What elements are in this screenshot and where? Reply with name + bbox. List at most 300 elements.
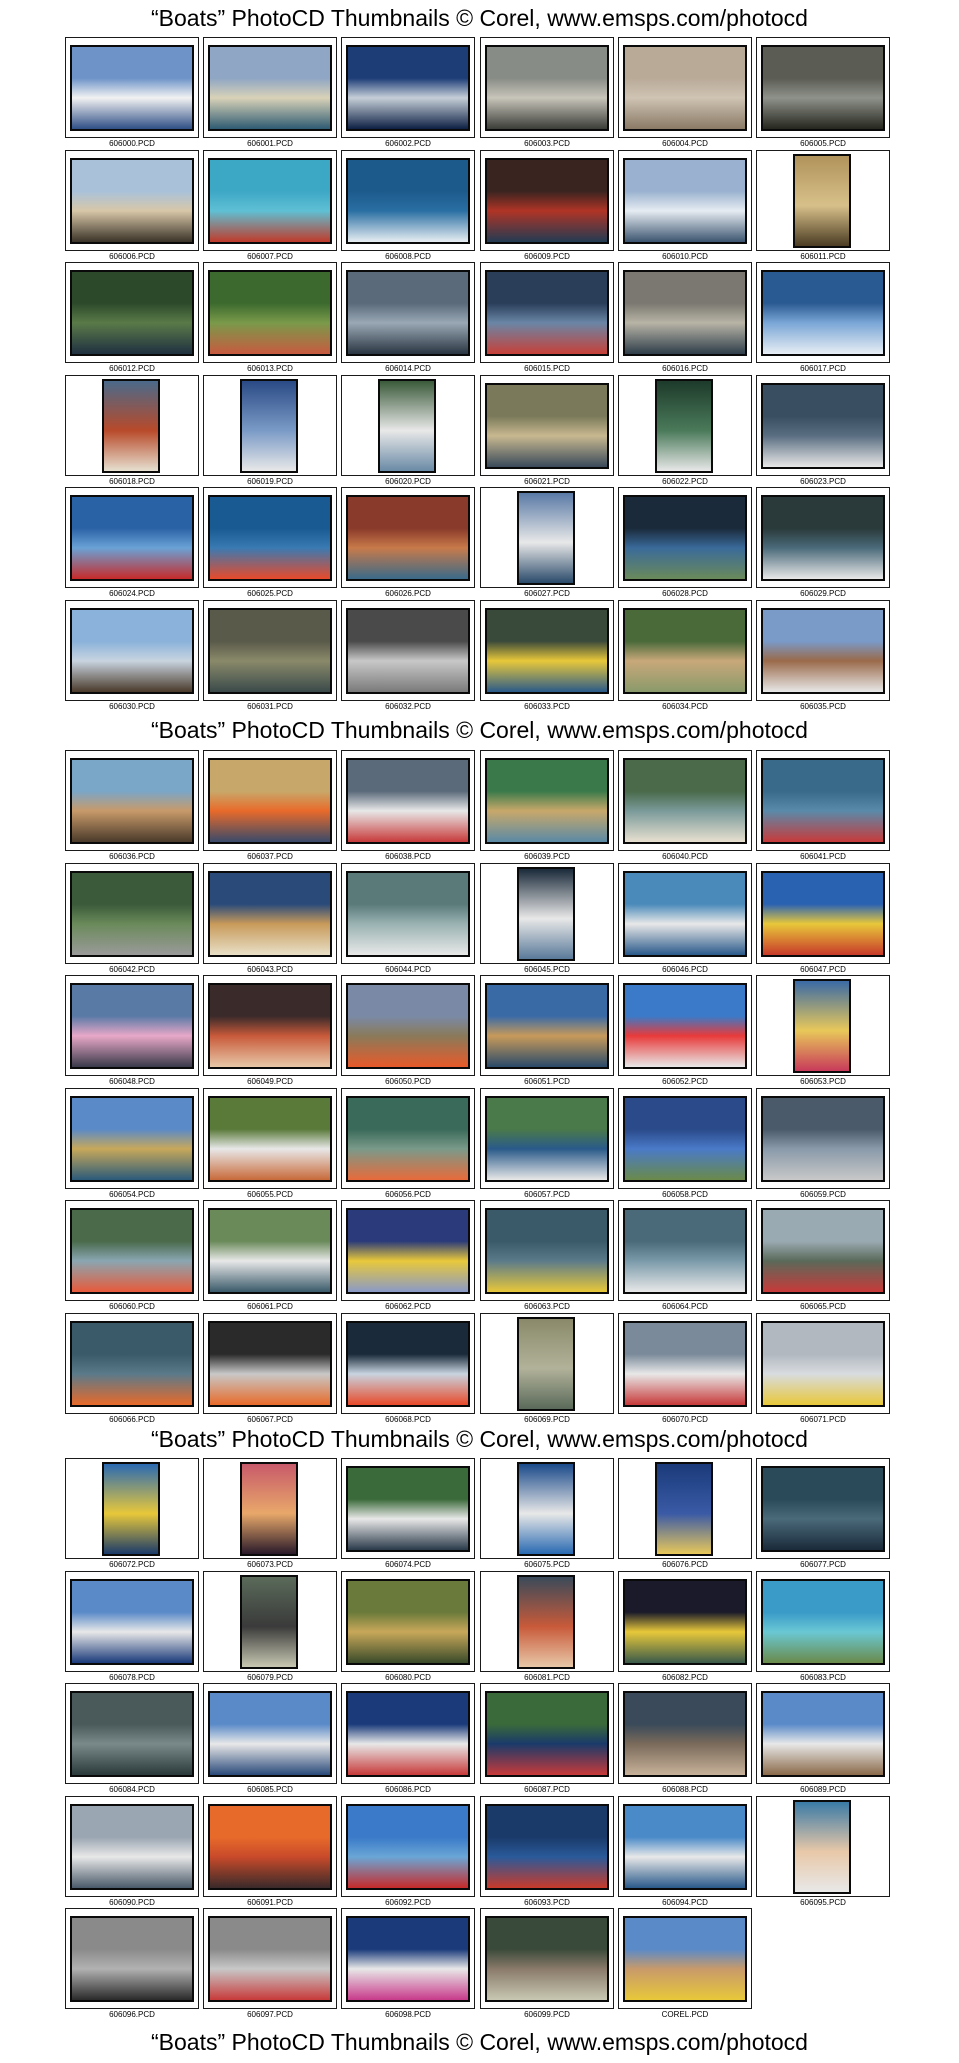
boat-photo-thumbnail[interactable] <box>485 983 609 1069</box>
thumbnail-cell[interactable] <box>618 1796 752 1910</box>
thumbnail-cell[interactable] <box>756 863 890 977</box>
thumbnail-frame[interactable] <box>341 1458 475 1559</box>
boat-photo-thumbnail[interactable] <box>623 1096 747 1182</box>
boat-photo-thumbnail[interactable] <box>346 983 470 1069</box>
thumbnail-cell[interactable] <box>756 150 890 264</box>
thumbnail-cell[interactable] <box>203 1458 337 1572</box>
thumbnail-frame[interactable] <box>756 1088 890 1189</box>
thumbnail-frame[interactable] <box>203 1313 337 1414</box>
thumbnail-frame[interactable] <box>756 487 890 588</box>
thumbnail-cell[interactable] <box>65 600 199 714</box>
thumbnail-cell[interactable] <box>65 1796 199 1910</box>
boat-photo-thumbnail[interactable] <box>485 1208 609 1294</box>
thumbnail-cell[interactable] <box>480 1571 614 1685</box>
thumbnail-cell[interactable] <box>203 262 337 376</box>
thumbnail-cell[interactable] <box>65 1908 199 2022</box>
thumbnail-frame[interactable] <box>618 975 752 1076</box>
boat-photo-thumbnail[interactable] <box>346 758 470 844</box>
thumbnail-cell[interactable] <box>203 1683 337 1797</box>
thumbnail-cell[interactable] <box>756 1571 890 1685</box>
boat-photo-thumbnail[interactable] <box>208 270 332 356</box>
thumbnail-frame[interactable] <box>480 1571 614 1672</box>
thumbnail-frame[interactable] <box>65 1313 199 1414</box>
thumbnail-cell[interactable] <box>480 37 614 151</box>
thumbnail-frame[interactable] <box>341 600 475 701</box>
boat-photo-thumbnail[interactable] <box>70 45 194 131</box>
thumbnail-frame[interactable] <box>618 262 752 363</box>
thumbnail-cell[interactable] <box>480 1313 614 1427</box>
boat-photo-thumbnail[interactable] <box>485 1916 609 2002</box>
thumbnail-frame[interactable] <box>618 1571 752 1672</box>
boat-photo-thumbnail[interactable] <box>485 383 609 469</box>
boat-photo-thumbnail[interactable] <box>623 983 747 1069</box>
thumbnail-cell[interactable] <box>65 37 199 151</box>
boat-photo-thumbnail[interactable] <box>346 270 470 356</box>
boat-photo-thumbnail[interactable] <box>70 270 194 356</box>
thumbnail-cell[interactable] <box>65 1683 199 1797</box>
boat-photo-thumbnail[interactable] <box>378 379 436 473</box>
thumbnail-cell[interactable] <box>65 1200 199 1314</box>
boat-photo-thumbnail[interactable] <box>102 379 160 473</box>
thumbnail-cell[interactable] <box>756 1458 890 1572</box>
thumbnail-frame[interactable] <box>618 1200 752 1301</box>
boat-photo-thumbnail[interactable] <box>485 1096 609 1182</box>
thumbnail-cell[interactable] <box>756 1088 890 1202</box>
thumbnail-frame[interactable] <box>65 150 199 251</box>
boat-photo-thumbnail[interactable] <box>346 1579 470 1665</box>
boat-photo-thumbnail[interactable] <box>208 758 332 844</box>
boat-photo-thumbnail[interactable] <box>623 158 747 244</box>
boat-photo-thumbnail[interactable] <box>623 1916 747 2002</box>
boat-photo-thumbnail[interactable] <box>70 1804 194 1890</box>
thumbnail-frame[interactable] <box>341 750 475 851</box>
thumbnail-frame[interactable] <box>203 1571 337 1672</box>
boat-photo-thumbnail[interactable] <box>761 1466 885 1552</box>
thumbnail-frame[interactable] <box>480 1908 614 2009</box>
thumbnail-frame[interactable] <box>65 1908 199 2009</box>
boat-photo-thumbnail[interactable] <box>793 1800 851 1894</box>
boat-photo-thumbnail[interactable] <box>793 979 851 1073</box>
thumbnail-cell[interactable] <box>341 1796 475 1910</box>
thumbnail-frame[interactable] <box>618 863 752 964</box>
thumbnail-cell[interactable] <box>341 1313 475 1427</box>
boat-photo-thumbnail[interactable] <box>793 154 851 248</box>
boat-photo-thumbnail[interactable] <box>485 158 609 244</box>
boat-photo-thumbnail[interactable] <box>761 1321 885 1407</box>
boat-photo-thumbnail[interactable] <box>208 871 332 957</box>
boat-photo-thumbnail[interactable] <box>208 1804 332 1890</box>
boat-photo-thumbnail[interactable] <box>240 1462 298 1556</box>
thumbnail-cell[interactable] <box>65 975 199 1089</box>
thumbnail-cell[interactable] <box>618 150 752 264</box>
boat-photo-thumbnail[interactable] <box>623 871 747 957</box>
boat-photo-thumbnail[interactable] <box>70 1916 194 2002</box>
boat-photo-thumbnail[interactable] <box>346 608 470 694</box>
thumbnail-frame[interactable] <box>480 975 614 1076</box>
thumbnail-frame[interactable] <box>756 375 890 476</box>
thumbnail-frame[interactable] <box>203 1796 337 1897</box>
boat-photo-thumbnail[interactable] <box>485 608 609 694</box>
thumbnail-frame[interactable] <box>480 1200 614 1301</box>
thumbnail-cell[interactable] <box>203 375 337 489</box>
boat-photo-thumbnail[interactable] <box>70 1579 194 1665</box>
thumbnail-cell[interactable] <box>203 1908 337 2022</box>
thumbnail-frame[interactable] <box>341 150 475 251</box>
thumbnail-cell[interactable] <box>480 262 614 376</box>
boat-photo-thumbnail[interactable] <box>623 1579 747 1665</box>
boat-photo-thumbnail[interactable] <box>485 1804 609 1890</box>
boat-photo-thumbnail[interactable] <box>346 1466 470 1552</box>
thumbnail-cell[interactable] <box>618 487 752 601</box>
boat-photo-thumbnail[interactable] <box>655 379 713 473</box>
boat-photo-thumbnail[interactable] <box>761 1691 885 1777</box>
thumbnail-frame[interactable] <box>756 1796 890 1897</box>
thumbnail-frame[interactable] <box>203 1908 337 2009</box>
thumbnail-cell[interactable] <box>618 1908 752 2022</box>
thumbnail-cell[interactable] <box>203 1313 337 1427</box>
boat-photo-thumbnail[interactable] <box>623 1208 747 1294</box>
thumbnail-frame[interactable] <box>65 975 199 1076</box>
thumbnail-cell[interactable] <box>756 487 890 601</box>
boat-photo-thumbnail[interactable] <box>517 491 575 585</box>
boat-photo-thumbnail[interactable] <box>70 158 194 244</box>
thumbnail-frame[interactable] <box>341 1908 475 2009</box>
thumbnail-frame[interactable] <box>203 1200 337 1301</box>
thumbnail-frame[interactable] <box>65 1200 199 1301</box>
thumbnail-cell[interactable] <box>341 1571 475 1685</box>
thumbnail-frame[interactable] <box>756 262 890 363</box>
boat-photo-thumbnail[interactable] <box>70 1096 194 1182</box>
thumbnail-cell[interactable] <box>480 375 614 489</box>
boat-photo-thumbnail[interactable] <box>70 1208 194 1294</box>
thumbnail-cell[interactable] <box>203 750 337 864</box>
thumbnail-cell[interactable] <box>341 1088 475 1202</box>
thumbnail-cell[interactable] <box>618 750 752 864</box>
boat-photo-thumbnail[interactable] <box>102 1462 160 1556</box>
thumbnail-cell[interactable] <box>618 1200 752 1314</box>
boat-photo-thumbnail[interactable] <box>346 1916 470 2002</box>
thumbnail-frame[interactable] <box>203 150 337 251</box>
thumbnail-frame[interactable] <box>756 1313 890 1414</box>
thumbnail-frame[interactable] <box>203 975 337 1076</box>
thumbnail-frame[interactable] <box>203 1088 337 1189</box>
thumbnail-cell[interactable] <box>618 262 752 376</box>
thumbnail-cell[interactable] <box>65 487 199 601</box>
boat-photo-thumbnail[interactable] <box>70 983 194 1069</box>
boat-photo-thumbnail[interactable] <box>485 758 609 844</box>
thumbnail-frame[interactable] <box>203 375 337 476</box>
thumbnail-cell[interactable] <box>203 37 337 151</box>
thumbnail-cell[interactable] <box>65 1458 199 1572</box>
boat-photo-thumbnail[interactable] <box>761 871 885 957</box>
thumbnail-cell[interactable] <box>203 863 337 977</box>
thumbnail-cell[interactable] <box>341 262 475 376</box>
boat-photo-thumbnail[interactable] <box>761 1579 885 1665</box>
thumbnail-cell[interactable] <box>618 1313 752 1427</box>
thumbnail-frame[interactable] <box>480 1683 614 1784</box>
thumbnail-cell[interactable] <box>618 1683 752 1797</box>
thumbnail-cell[interactable] <box>65 863 199 977</box>
thumbnail-frame[interactable] <box>203 1458 337 1559</box>
thumbnail-frame[interactable] <box>341 1683 475 1784</box>
thumbnail-frame[interactable] <box>480 600 614 701</box>
thumbnail-frame[interactable] <box>618 1458 752 1559</box>
thumbnail-cell[interactable] <box>65 262 199 376</box>
thumbnail-cell[interactable] <box>756 375 890 489</box>
boat-photo-thumbnail[interactable] <box>623 495 747 581</box>
thumbnail-cell[interactable] <box>341 1908 475 2022</box>
thumbnail-frame[interactable] <box>65 262 199 363</box>
boat-photo-thumbnail[interactable] <box>485 1691 609 1777</box>
boat-photo-thumbnail[interactable] <box>485 45 609 131</box>
thumbnail-cell[interactable] <box>756 262 890 376</box>
thumbnail-cell[interactable] <box>341 150 475 264</box>
thumbnail-frame[interactable] <box>480 1458 614 1559</box>
thumbnail-frame[interactable] <box>618 750 752 851</box>
boat-photo-thumbnail[interactable] <box>517 1317 575 1411</box>
thumbnail-frame[interactable] <box>618 150 752 251</box>
boat-photo-thumbnail[interactable] <box>761 383 885 469</box>
thumbnail-frame[interactable] <box>756 863 890 964</box>
thumbnail-cell[interactable] <box>480 750 614 864</box>
boat-photo-thumbnail[interactable] <box>346 1321 470 1407</box>
boat-photo-thumbnail[interactable] <box>517 1575 575 1669</box>
boat-photo-thumbnail[interactable] <box>761 495 885 581</box>
thumbnail-cell[interactable] <box>203 975 337 1089</box>
thumbnail-frame[interactable] <box>341 1571 475 1672</box>
thumbnail-frame[interactable] <box>65 863 199 964</box>
thumbnail-cell[interactable] <box>618 375 752 489</box>
thumbnail-frame[interactable] <box>618 1796 752 1897</box>
thumbnail-cell[interactable] <box>203 1571 337 1685</box>
boat-photo-thumbnail[interactable] <box>346 45 470 131</box>
boat-photo-thumbnail[interactable] <box>761 608 885 694</box>
thumbnail-frame[interactable] <box>480 150 614 251</box>
thumbnail-frame[interactable] <box>618 600 752 701</box>
thumbnail-cell[interactable] <box>480 1088 614 1202</box>
boat-photo-thumbnail[interactable] <box>623 1804 747 1890</box>
boat-photo-thumbnail[interactable] <box>208 158 332 244</box>
thumbnail-frame[interactable] <box>480 750 614 851</box>
thumbnail-frame[interactable] <box>341 487 475 588</box>
thumbnail-cell[interactable] <box>341 375 475 489</box>
boat-photo-thumbnail[interactable] <box>517 1462 575 1556</box>
boat-photo-thumbnail[interactable] <box>761 1096 885 1182</box>
boat-photo-thumbnail[interactable] <box>208 1691 332 1777</box>
thumbnail-cell[interactable] <box>480 150 614 264</box>
boat-photo-thumbnail[interactable] <box>761 270 885 356</box>
thumbnail-cell[interactable] <box>756 1200 890 1314</box>
thumbnail-cell[interactable] <box>341 1683 475 1797</box>
thumbnail-cell[interactable] <box>341 750 475 864</box>
thumbnail-frame[interactable] <box>756 1458 890 1559</box>
boat-photo-thumbnail[interactable] <box>485 270 609 356</box>
thumbnail-frame[interactable] <box>65 1458 199 1559</box>
thumbnail-cell[interactable] <box>203 1088 337 1202</box>
boat-photo-thumbnail[interactable] <box>208 45 332 131</box>
thumbnail-frame[interactable] <box>203 600 337 701</box>
thumbnail-cell[interactable] <box>756 750 890 864</box>
boat-photo-thumbnail[interactable] <box>240 1575 298 1669</box>
boat-photo-thumbnail[interactable] <box>346 158 470 244</box>
thumbnail-frame[interactable] <box>756 600 890 701</box>
thumbnail-cell[interactable] <box>341 1200 475 1314</box>
thumbnail-frame[interactable] <box>203 487 337 588</box>
boat-photo-thumbnail[interactable] <box>346 1804 470 1890</box>
thumbnail-frame[interactable] <box>756 150 890 251</box>
thumbnail-frame[interactable] <box>341 863 475 964</box>
thumbnail-frame[interactable] <box>65 37 199 138</box>
thumbnail-cell[interactable] <box>341 487 475 601</box>
boat-photo-thumbnail[interactable] <box>240 379 298 473</box>
boat-photo-thumbnail[interactable] <box>70 1321 194 1407</box>
thumbnail-frame[interactable] <box>341 975 475 1076</box>
boat-photo-thumbnail[interactable] <box>517 867 575 961</box>
thumbnail-frame[interactable] <box>618 487 752 588</box>
thumbnail-cell[interactable] <box>341 975 475 1089</box>
boat-photo-thumbnail[interactable] <box>761 45 885 131</box>
thumbnail-cell[interactable] <box>341 600 475 714</box>
thumbnail-cell[interactable] <box>203 150 337 264</box>
thumbnail-cell[interactable] <box>756 975 890 1089</box>
thumbnail-frame[interactable] <box>618 37 752 138</box>
boat-photo-thumbnail[interactable] <box>346 1691 470 1777</box>
thumbnail-cell[interactable] <box>756 1683 890 1797</box>
boat-photo-thumbnail[interactable] <box>208 983 332 1069</box>
boat-photo-thumbnail[interactable] <box>623 1321 747 1407</box>
thumbnail-cell[interactable] <box>618 1088 752 1202</box>
boat-photo-thumbnail[interactable] <box>208 608 332 694</box>
thumbnail-frame[interactable] <box>480 37 614 138</box>
thumbnail-cell[interactable] <box>65 750 199 864</box>
thumbnail-cell[interactable] <box>203 1796 337 1910</box>
thumbnail-frame[interactable] <box>756 750 890 851</box>
boat-photo-thumbnail[interactable] <box>623 270 747 356</box>
thumbnail-cell[interactable] <box>203 1200 337 1314</box>
thumbnail-cell[interactable] <box>618 600 752 714</box>
thumbnail-cell[interactable] <box>618 1571 752 1685</box>
boat-photo-thumbnail[interactable] <box>70 495 194 581</box>
boat-photo-thumbnail[interactable] <box>761 1208 885 1294</box>
thumbnail-cell[interactable] <box>756 1796 890 1910</box>
boat-photo-thumbnail[interactable] <box>623 1691 747 1777</box>
boat-photo-thumbnail[interactable] <box>655 1462 713 1556</box>
thumbnail-frame[interactable] <box>480 1796 614 1897</box>
boat-photo-thumbnail[interactable] <box>346 1096 470 1182</box>
thumbnail-frame[interactable] <box>618 1683 752 1784</box>
thumbnail-frame[interactable] <box>65 1796 199 1897</box>
thumbnail-cell[interactable] <box>756 600 890 714</box>
thumbnail-frame[interactable] <box>203 37 337 138</box>
thumbnail-cell[interactable] <box>756 1313 890 1427</box>
thumbnail-cell[interactable] <box>756 37 890 151</box>
boat-photo-thumbnail[interactable] <box>208 1208 332 1294</box>
boat-photo-thumbnail[interactable] <box>70 1691 194 1777</box>
thumbnail-frame[interactable] <box>480 375 614 476</box>
thumbnail-frame[interactable] <box>65 750 199 851</box>
thumbnail-cell[interactable] <box>341 1458 475 1572</box>
boat-photo-thumbnail[interactable] <box>208 495 332 581</box>
thumbnail-frame[interactable] <box>65 1088 199 1189</box>
thumbnail-frame[interactable] <box>756 1571 890 1672</box>
boat-photo-thumbnail[interactable] <box>346 495 470 581</box>
thumbnail-frame[interactable] <box>756 975 890 1076</box>
thumbnail-cell[interactable] <box>65 1313 199 1427</box>
thumbnail-cell[interactable] <box>65 1088 199 1202</box>
thumbnail-frame[interactable] <box>341 375 475 476</box>
thumbnail-cell[interactable] <box>341 863 475 977</box>
thumbnail-cell[interactable] <box>65 375 199 489</box>
thumbnail-frame[interactable] <box>341 1313 475 1414</box>
thumbnail-frame[interactable] <box>480 863 614 964</box>
thumbnail-cell[interactable] <box>480 975 614 1089</box>
boat-photo-thumbnail[interactable] <box>761 758 885 844</box>
thumbnail-cell[interactable] <box>480 1683 614 1797</box>
thumbnail-cell[interactable] <box>65 1571 199 1685</box>
thumbnail-cell[interactable] <box>341 37 475 151</box>
thumbnail-cell[interactable] <box>618 1458 752 1572</box>
thumbnail-cell[interactable] <box>203 487 337 601</box>
thumbnail-cell[interactable] <box>480 600 614 714</box>
thumbnail-frame[interactable] <box>65 487 199 588</box>
thumbnail-frame[interactable] <box>756 1683 890 1784</box>
boat-photo-thumbnail[interactable] <box>208 1096 332 1182</box>
thumbnail-frame[interactable] <box>480 262 614 363</box>
thumbnail-cell[interactable] <box>480 863 614 977</box>
boat-photo-thumbnail[interactable] <box>346 871 470 957</box>
thumbnail-frame[interactable] <box>480 1313 614 1414</box>
thumbnail-frame[interactable] <box>618 1313 752 1414</box>
thumbnail-cell[interactable] <box>480 1796 614 1910</box>
thumbnail-frame[interactable] <box>203 1683 337 1784</box>
thumbnail-frame[interactable] <box>756 1200 890 1301</box>
boat-photo-thumbnail[interactable] <box>208 1321 332 1407</box>
thumbnail-cell[interactable] <box>618 863 752 977</box>
thumbnail-cell[interactable] <box>480 1200 614 1314</box>
thumbnail-frame[interactable] <box>65 1683 199 1784</box>
boat-photo-thumbnail[interactable] <box>70 871 194 957</box>
thumbnail-frame[interactable] <box>480 1088 614 1189</box>
thumbnail-frame[interactable] <box>756 37 890 138</box>
thumbnail-frame[interactable] <box>341 262 475 363</box>
thumbnail-frame[interactable] <box>618 375 752 476</box>
thumbnail-frame[interactable] <box>618 1908 752 2009</box>
thumbnail-frame[interactable] <box>618 1088 752 1189</box>
thumbnail-frame[interactable] <box>65 1571 199 1672</box>
boat-photo-thumbnail[interactable] <box>70 608 194 694</box>
thumbnail-frame[interactable] <box>341 1796 475 1897</box>
thumbnail-frame[interactable] <box>65 600 199 701</box>
thumbnail-cell[interactable] <box>480 1908 614 2022</box>
boat-photo-thumbnail[interactable] <box>623 608 747 694</box>
thumbnail-cell[interactable] <box>618 37 752 151</box>
boat-photo-thumbnail[interactable] <box>623 758 747 844</box>
thumbnail-cell[interactable] <box>480 1458 614 1572</box>
thumbnail-cell[interactable] <box>480 487 614 601</box>
thumbnail-frame[interactable] <box>341 1200 475 1301</box>
boat-photo-thumbnail[interactable] <box>623 45 747 131</box>
boat-photo-thumbnail[interactable] <box>208 1916 332 2002</box>
thumbnail-frame[interactable] <box>203 262 337 363</box>
boat-photo-thumbnail[interactable] <box>346 1208 470 1294</box>
thumbnail-cell[interactable] <box>203 600 337 714</box>
thumbnail-frame[interactable] <box>65 375 199 476</box>
thumbnail-frame[interactable] <box>341 1088 475 1189</box>
thumbnail-frame[interactable] <box>341 37 475 138</box>
boat-photo-thumbnail[interactable] <box>70 758 194 844</box>
thumbnail-frame[interactable] <box>480 487 614 588</box>
thumbnail-cell[interactable] <box>65 150 199 264</box>
